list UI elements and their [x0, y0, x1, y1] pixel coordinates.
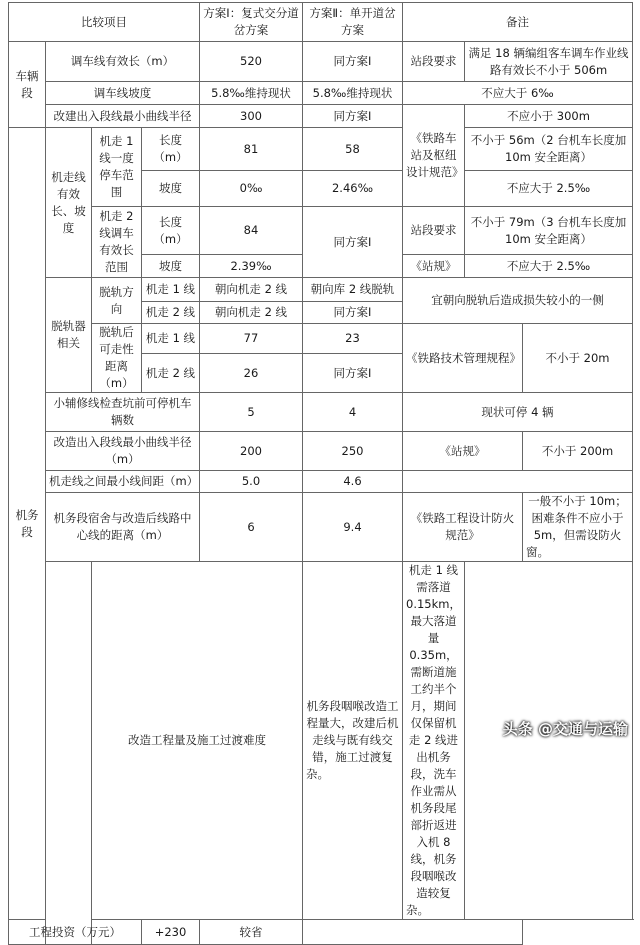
comparison-table: [8, 2, 633, 945]
code-label: 《铁路工程设计防火规范》: [403, 493, 523, 562]
plan1-value: 300: [200, 105, 303, 128]
plan1-value: 5.8‰维持现状: [200, 82, 303, 105]
row-label: 改建出入段线最小曲线半径: [46, 105, 200, 128]
plan2-value: 同方案Ⅰ: [303, 42, 403, 82]
table-row: [9, 493, 633, 562]
plan1-value: 84: [200, 207, 303, 255]
row-label: 小辅修线检查坑前可停机车辆数: [46, 393, 200, 432]
table-row: [9, 82, 633, 105]
car-section-label: 车辆段: [9, 42, 46, 128]
table-row: [9, 105, 633, 128]
plan1-value: 朝向机走 2 线: [200, 302, 303, 324]
remark-text: 现状可停 4 辆: [403, 393, 633, 432]
row-label: 调车线坡度: [46, 82, 200, 105]
section-blank: [46, 562, 92, 945]
plan2-value: 同方案Ⅰ: [303, 207, 403, 278]
line1-label: 机走 1 线: [142, 324, 200, 354]
row-label: 改造出入段线最小曲线半径（m）: [46, 432, 200, 471]
plan1-value: 26: [200, 354, 303, 393]
row-label: 机走线之间最小线间距（m）: [46, 471, 200, 493]
remark-text: 不应大于 2.5‰: [465, 255, 633, 278]
table-row: [9, 128, 633, 171]
remark-text: 不小于 56m（2 台机车长度加 10m 安全距离）: [465, 128, 633, 171]
remark-text: 不小于 79m（3 台机车长度加 10m 安全距离）: [465, 207, 633, 255]
derailer-label: 脱轨器相关: [46, 278, 92, 393]
plan1-value: 81: [200, 128, 303, 171]
remark-empty: [403, 471, 633, 493]
code-label: 《铁路车站及枢纽设计规范》: [403, 105, 465, 207]
plan1-value: 520: [200, 42, 303, 82]
remark-text: 不应大于 6‰: [403, 82, 633, 105]
remark-text: 宜朝向脱轨后造成损失较小的一侧: [403, 278, 633, 324]
table-row: [9, 278, 633, 302]
header-plan2: 方案Ⅱ：单开道岔方案: [303, 3, 403, 42]
table-row: [9, 562, 633, 920]
row-label: 改造工程量及施工过渡难度: [92, 562, 303, 920]
remark-text: 满足 18 辆编组客车调车作业线路有效长不小于 506m: [465, 42, 633, 82]
plan2-value: 4.6: [303, 471, 403, 493]
code-label: 《站规》: [403, 432, 523, 471]
row-label: 机务段宿舍与改造后线路中心线的距离（m）: [46, 493, 200, 562]
plan1-value: 0‰: [200, 171, 303, 207]
track1-label: 机走 1 线一度停车范围: [92, 128, 142, 207]
length-label: 长度（m）: [142, 128, 200, 171]
plan2-value: 250: [303, 432, 403, 471]
line2-label: 机走 2 线: [142, 354, 200, 393]
plan1-value: 5: [200, 393, 303, 432]
header-plan1: 方案Ⅰ：复式交分道岔方案: [200, 3, 303, 42]
table-row: [9, 471, 633, 493]
table-row: [9, 207, 633, 255]
watermark: 头条 @交通与运输: [502, 720, 628, 738]
length-label: 长度（m）: [142, 207, 200, 255]
table-row: [9, 393, 633, 432]
table-row: [9, 42, 633, 82]
header-remark: 备注: [403, 3, 633, 42]
plan2-value: 2.46‰: [303, 171, 403, 207]
plan2-value: 5.8‰维持现状: [303, 82, 403, 105]
remark-label: 《站规》: [403, 255, 465, 278]
plan1-value: 200: [200, 432, 303, 471]
plan2-value: 同方案Ⅰ: [303, 105, 403, 128]
plan1-value: 机务段咽喉改造工程量大，改建后机走线与既有线交错，施工过渡复杂。: [303, 562, 403, 920]
remark-empty: [303, 920, 523, 945]
plan2-value: 机走 1 线需落道 0.15km，最大落道量 0.35m，需断道施工约半个月，期间仅保留机走 2 线进出机务段，洗车作业需从机务段尾部折返进入机 8 线，机务段咽喉改造较复杂。: [403, 562, 465, 920]
slope-label: 坡度: [142, 171, 200, 207]
plan1-value: +230: [142, 920, 200, 945]
plan2-value: 朝向库 2 线脱轨: [303, 278, 403, 302]
remark-text: 不应小于 300m: [465, 105, 633, 128]
track-group-label: 机走线有效长、坡度: [46, 128, 92, 278]
table-row: [9, 920, 633, 945]
remark-label: 站段要求: [403, 207, 465, 255]
remark-label: 站段要求: [403, 42, 465, 82]
direction-label: 脱轨方向: [92, 278, 142, 324]
table-row: [9, 324, 633, 354]
code-label: 《铁路技术管理规程》: [403, 324, 523, 393]
header-item: 比较项目: [9, 3, 200, 42]
table-row: [9, 432, 633, 471]
remark-text: 不小于 200m: [523, 432, 633, 471]
plan1-value: 6: [200, 493, 303, 562]
header-row: [9, 3, 633, 42]
track2-label: 机走 2 线调车有效长范围: [92, 207, 142, 278]
plan2-value: 较省: [200, 920, 303, 945]
depot-label: 机务段: [9, 128, 46, 920]
plan2-value: 4: [303, 393, 403, 432]
row-label: 调车线有效长（m）: [46, 42, 200, 82]
plan2-value: 同方案Ⅰ: [303, 354, 403, 393]
walk-label: 脱轨后可走性距离（m）: [92, 324, 142, 393]
line2-label: 机走 2 线: [142, 302, 200, 324]
plan2-value: 同方案Ⅰ: [303, 302, 403, 324]
remark-text: 不小于 20m: [523, 324, 633, 393]
slope-label: 坡度: [142, 255, 200, 278]
plan1-value: 朝向机走 2 线: [200, 278, 303, 302]
line1-label: 机走 1 线: [142, 278, 200, 302]
plan2-value: 23: [303, 324, 403, 354]
plan1-value: 77: [200, 324, 303, 354]
remark-empty: [465, 562, 633, 920]
plan1-value: 5.0: [200, 471, 303, 493]
remark-text: 不应大于 2.5‰: [465, 171, 633, 207]
plan2-value: 9.4: [303, 493, 403, 562]
plan1-value: 2.39‰: [200, 255, 303, 278]
remark-text: 一般不小于 10m；困难条件不应小于 5m，但需设防火窗。: [523, 493, 633, 562]
plan2-value: 58: [303, 128, 403, 171]
row-label: 工程投资（万元）: [9, 920, 142, 945]
